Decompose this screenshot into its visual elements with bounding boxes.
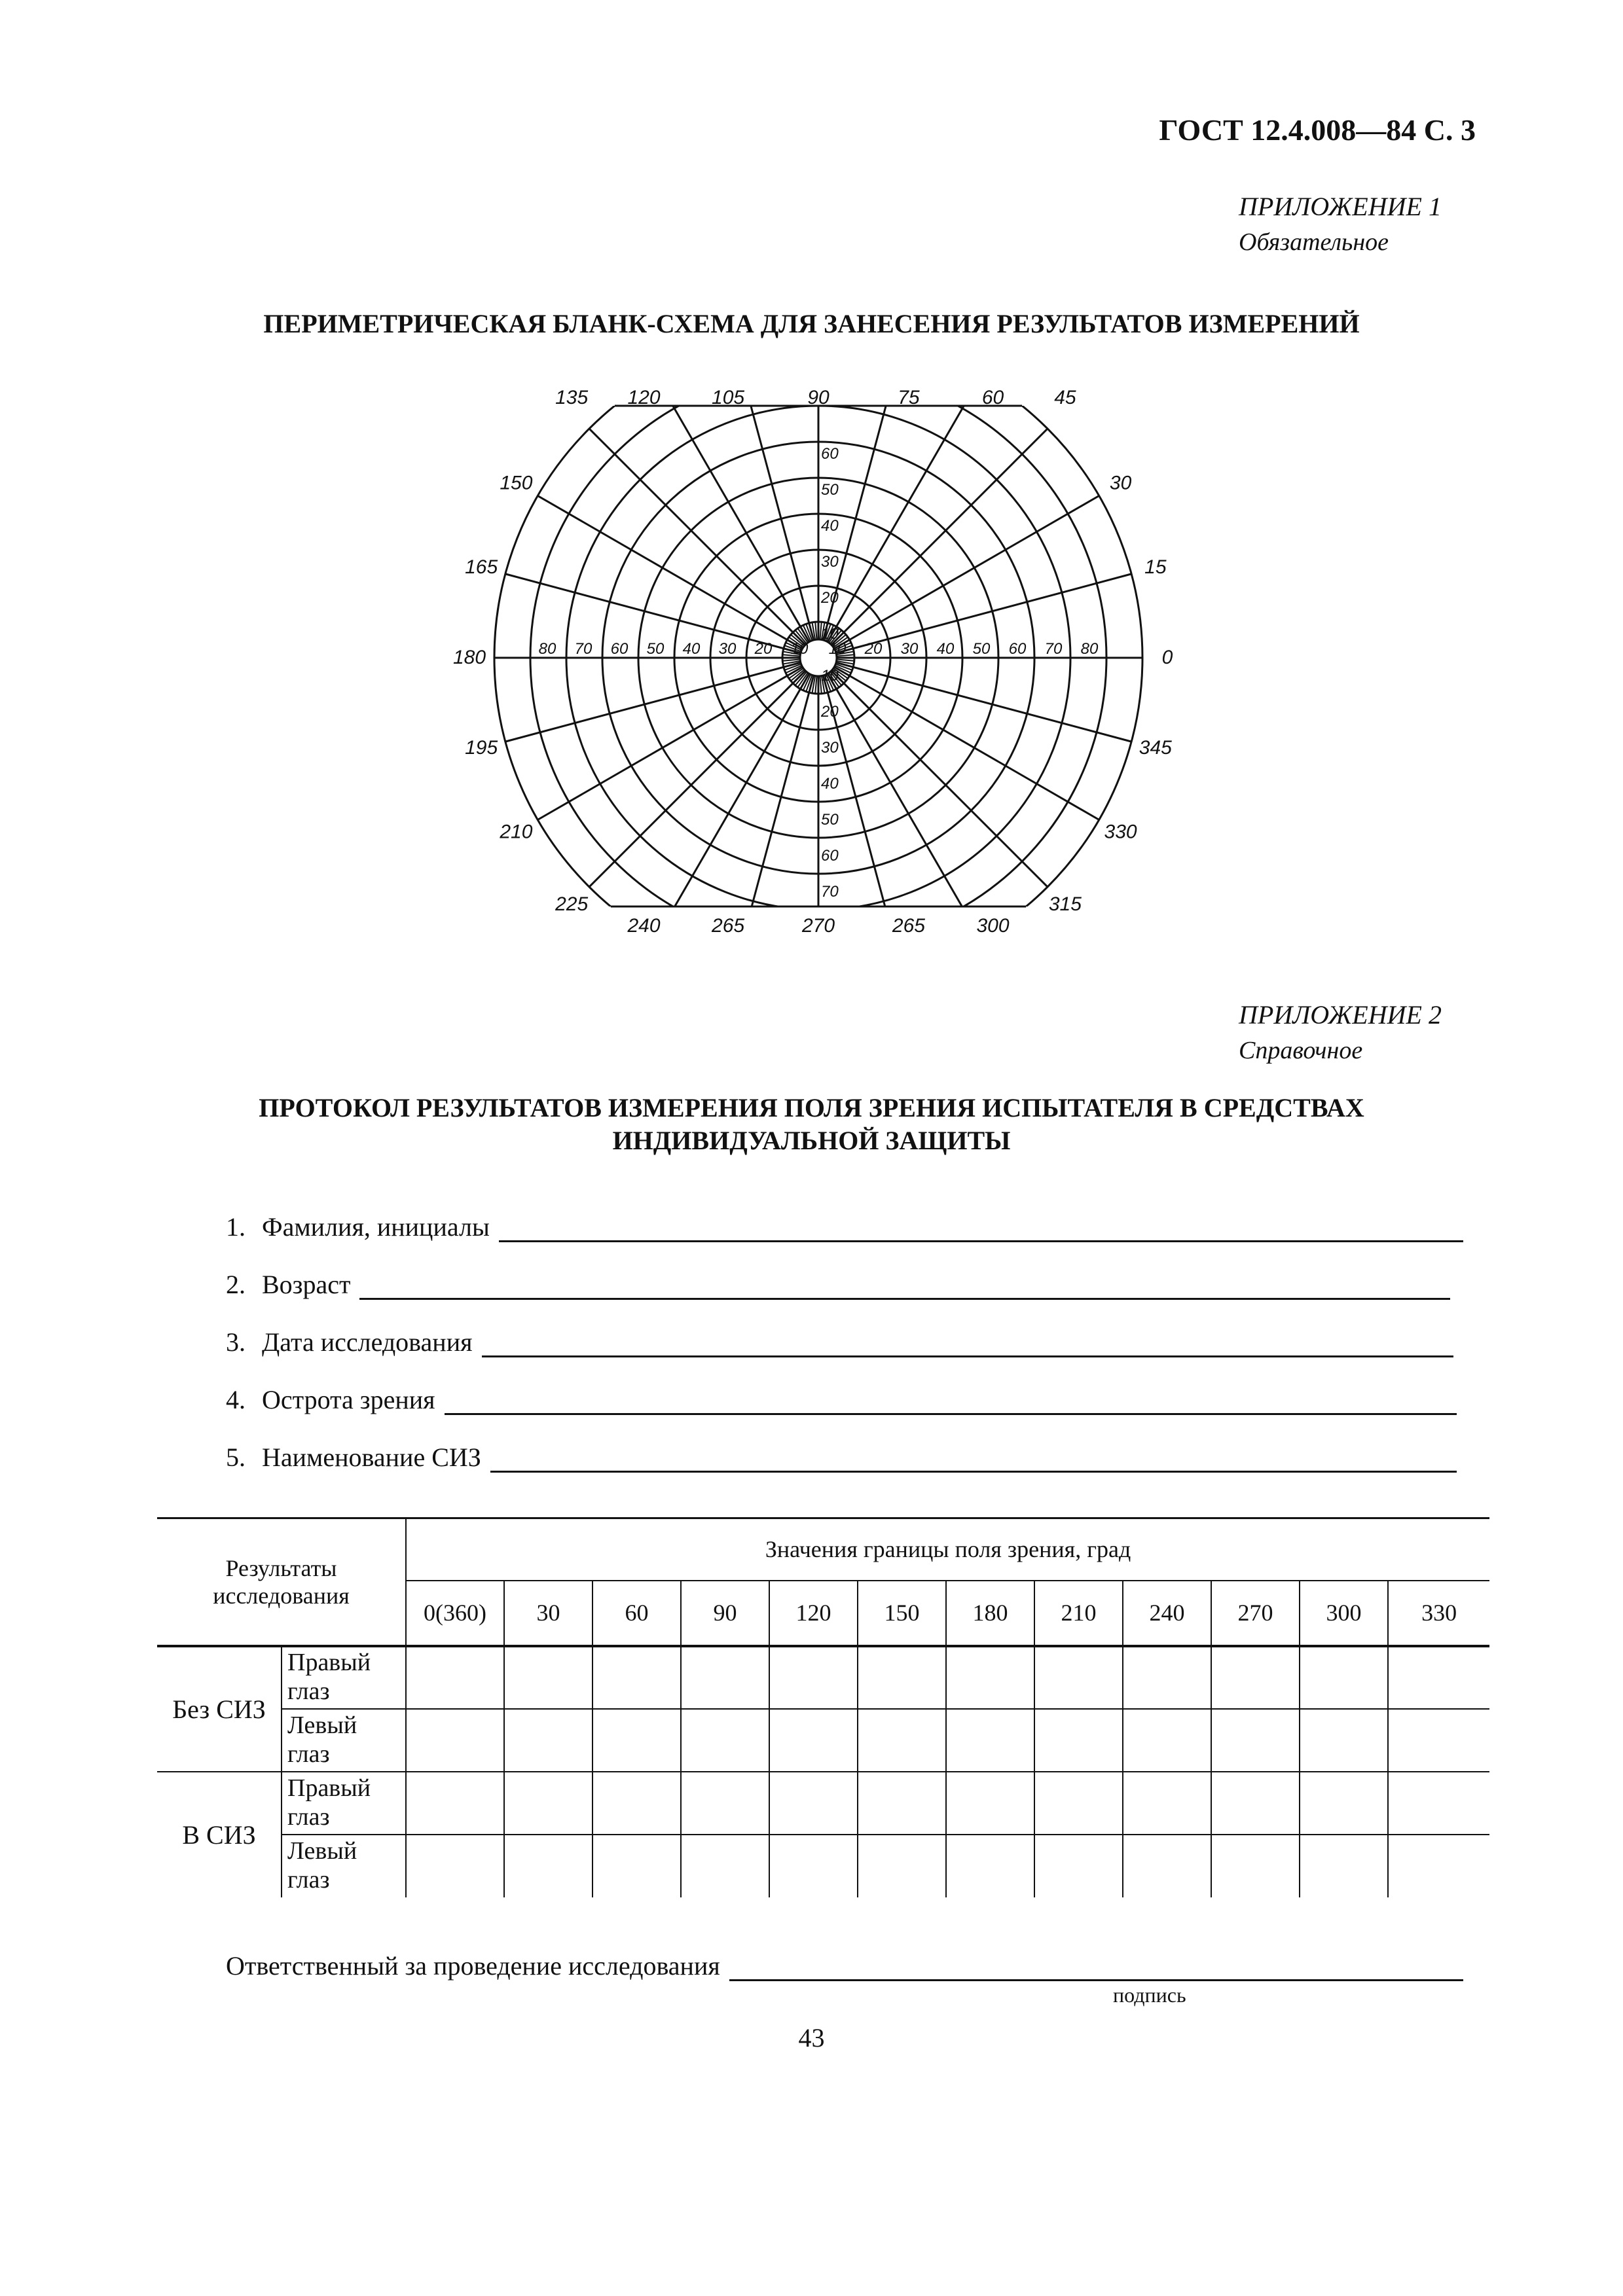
data-cell[interactable] [406, 1835, 504, 1897]
radial-line-150 [538, 496, 802, 649]
values-header: Значения границы поля зрения, град [406, 1518, 1489, 1581]
row-label: Правый глаз [282, 1646, 406, 1709]
data-cell[interactable] [593, 1709, 681, 1772]
data-cell[interactable] [1211, 1835, 1300, 1897]
scale-up-label: 60 [821, 445, 839, 463]
scale-left-label: 10 [790, 640, 809, 658]
data-cell[interactable] [1300, 1646, 1388, 1709]
field-label: Дата исследования [262, 1327, 473, 1357]
data-cell[interactable] [681, 1835, 769, 1897]
scale-down-label: 50 [821, 811, 839, 829]
appendix2-title: ПРИЛОЖЕНИЕ 2 [1239, 1000, 1442, 1030]
radial-line-120 [657, 377, 810, 641]
signature-caption: подпись [1113, 1983, 1186, 2007]
data-cell[interactable] [504, 1772, 593, 1835]
scale-right-label: 10 [828, 640, 847, 658]
radial-line-60 [828, 377, 981, 641]
scale-down-label: 10 [821, 667, 839, 685]
data-cell[interactable] [1034, 1772, 1123, 1835]
angle-label: 240 [627, 915, 661, 937]
minor-tick-355 [837, 659, 854, 660]
scale-right-label: 40 [936, 640, 955, 658]
data-cell[interactable] [406, 1709, 504, 1772]
field-fill-line[interactable] [445, 1408, 1457, 1415]
appendix1-title: ПРИЛОЖЕНИЕ 1 [1239, 192, 1442, 221]
scale-down-label: 70 [821, 883, 839, 901]
angle-label: 195 [465, 736, 498, 759]
data-cell[interactable] [946, 1772, 1034, 1835]
radial-line-330 [834, 667, 1099, 820]
row-label: Левый глаз [282, 1709, 406, 1772]
field-number: 4. [226, 1385, 246, 1414]
data-cell[interactable] [1211, 1709, 1300, 1772]
column-header: 210 [1034, 1581, 1123, 1646]
scale-right-label: 50 [972, 640, 991, 658]
scale-down-label: 60 [821, 847, 839, 865]
row-label: Правый глаз [282, 1772, 406, 1835]
field-fill-line[interactable] [359, 1293, 1450, 1300]
scale-left-label: 70 [574, 640, 593, 658]
angle-label: 75 [898, 387, 920, 408]
field-number: 1. [226, 1212, 246, 1242]
angle-label: 135 [555, 387, 589, 408]
data-cell[interactable] [1123, 1646, 1211, 1709]
field-number: 5. [226, 1443, 246, 1472]
column-header: 120 [769, 1581, 858, 1646]
radial-line-105 [735, 367, 814, 640]
field-label: Острота зрения [262, 1385, 435, 1414]
angle-label: 210 [500, 821, 533, 843]
scale-down-label: 20 [821, 703, 839, 721]
scale-up-label: 40 [821, 517, 839, 535]
data-cell[interactable] [406, 1772, 504, 1835]
data-cell[interactable] [593, 1646, 681, 1709]
data-cell[interactable] [504, 1709, 593, 1772]
angle-label: 165 [465, 556, 498, 579]
angle-label: 330 [1104, 821, 1137, 843]
scale-left-label: 80 [538, 640, 556, 658]
table-row [157, 1835, 1489, 1897]
column-header: 300 [1300, 1581, 1388, 1646]
results-table [157, 1517, 1489, 1897]
data-cell[interactable] [1211, 1646, 1300, 1709]
data-cell[interactable] [769, 1646, 858, 1709]
data-cell[interactable] [593, 1835, 681, 1897]
results-header: Результаты исследования [157, 1518, 406, 1646]
column-header: 150 [858, 1581, 946, 1646]
radial-line-210 [538, 667, 802, 820]
field-visual-acuity[interactable] [226, 1376, 1457, 1415]
appendix2-block [1239, 997, 1442, 1068]
angle-label: 265 [712, 915, 745, 937]
signature-label: Ответственный за проведение исследования [226, 1951, 720, 1981]
field-fill-line[interactable] [482, 1350, 1453, 1357]
field-label: Возраст [262, 1270, 351, 1299]
data-cell[interactable] [681, 1709, 769, 1772]
data-cell[interactable] [1300, 1835, 1388, 1897]
field-age[interactable] [226, 1261, 1450, 1300]
appendix2-kind: Справочное [1239, 1037, 1363, 1064]
column-header: 180 [946, 1581, 1034, 1646]
scale-left-label: 30 [718, 640, 737, 658]
data-cell[interactable] [593, 1772, 681, 1835]
scale-right-label: 70 [1044, 640, 1063, 658]
angle-label: 0 [1161, 647, 1173, 668]
protocol-title [0, 1092, 1623, 1157]
data-cell[interactable] [1034, 1709, 1123, 1772]
field-exam-date[interactable] [226, 1318, 1453, 1357]
angle-label: 345 [1139, 736, 1172, 759]
chart-title: ПЕРИМЕТРИЧЕСКАЯ БЛАНК-СХЕМА ДЛЯ ЗАНЕСЕНИЯ РЕЗУЛЬТАТОВ ИЗМЕРЕНИЙ [263, 309, 1360, 338]
column-header: 240 [1123, 1581, 1211, 1646]
data-cell[interactable] [1300, 1709, 1388, 1772]
group-label: В СИЗ [157, 1772, 282, 1897]
protocol-title-line2: ИНДИВИДУАЛЬНОЙ ЗАЩИТЫ [612, 1126, 1011, 1155]
angle-label: 225 [555, 893, 589, 915]
document-reference: ГОСТ 12.4.008—84 С. 3 [1159, 113, 1476, 147]
scale-right-label: 80 [1080, 640, 1099, 658]
perimetric-chart [432, 367, 1205, 942]
appendix1-block [1239, 188, 1442, 260]
angle-label: 150 [500, 472, 533, 494]
angle-label: 300 [976, 915, 1010, 937]
column-header: 30 [504, 1581, 593, 1646]
data-cell[interactable] [858, 1772, 946, 1835]
table-row [157, 1772, 1489, 1835]
data-cell[interactable] [1123, 1772, 1211, 1835]
scale-up-label: 20 [821, 589, 839, 607]
field-label: Наименование СИЗ [262, 1443, 481, 1472]
column-header: 270 [1211, 1581, 1300, 1646]
scale-up-label: 10 [821, 625, 839, 643]
data-cell[interactable] [769, 1772, 858, 1835]
page-number: 43 [798, 2023, 825, 2053]
scale-left-label: 60 [610, 640, 629, 658]
scale-up-label: 50 [821, 481, 839, 499]
field-surname[interactable] [226, 1203, 1463, 1242]
minor-tick-185 [782, 659, 800, 660]
radial-line-45 [831, 429, 1048, 645]
signature-fill-line[interactable] [729, 1974, 1463, 1981]
angle-label: 270 [801, 915, 835, 937]
angle-label: 180 [452, 647, 486, 668]
field-fill-line[interactable] [499, 1235, 1463, 1242]
column-header: 60 [593, 1581, 681, 1646]
data-cell[interactable] [1388, 1772, 1489, 1835]
field-number: 3. [226, 1327, 246, 1357]
scale-down-label: 40 [821, 775, 839, 793]
scale-left-label: 40 [682, 640, 701, 658]
radial-line-225 [589, 671, 805, 887]
data-cell[interactable] [946, 1835, 1034, 1897]
scale-right-label: 30 [900, 640, 919, 658]
scale-right-label: 60 [1008, 640, 1027, 658]
angle-label: 265 [892, 915, 925, 937]
data-cell[interactable] [1034, 1835, 1123, 1897]
data-cell[interactable] [946, 1646, 1034, 1709]
angle-label: 90 [807, 387, 830, 408]
scale-right-label: 20 [864, 640, 883, 658]
field-number: 2. [226, 1270, 246, 1299]
data-cell[interactable] [681, 1772, 769, 1835]
table-row [157, 1709, 1489, 1772]
radial-line-135 [589, 429, 805, 645]
column-header: 0(360) [406, 1581, 504, 1646]
scale-left-label: 20 [754, 640, 773, 658]
protocol-title-line1: ПРОТОКОЛ РЕЗУЛЬТАТОВ ИЗМЕРЕНИЯ ПОЛЯ ЗРЕНИЯ ИСПЫТАТЕЛЯ В СРЕДСТВАХ [259, 1093, 1364, 1122]
data-cell[interactable] [504, 1646, 593, 1709]
data-cell[interactable] [1123, 1709, 1211, 1772]
data-cell[interactable] [504, 1835, 593, 1897]
row-label: Левый глаз [282, 1835, 406, 1897]
data-cell[interactable] [769, 1709, 858, 1772]
group-label: Без СИЗ [157, 1646, 282, 1772]
scale-left-label: 50 [646, 640, 665, 658]
radial-line-30 [834, 496, 1099, 649]
data-cell[interactable] [1034, 1646, 1123, 1709]
column-header: 330 [1388, 1581, 1489, 1646]
radial-line-315 [831, 671, 1048, 887]
angle-label: 105 [712, 387, 745, 408]
data-cell[interactable] [1388, 1835, 1489, 1897]
data-cell[interactable] [1211, 1772, 1300, 1835]
minor-tick-265 [815, 676, 816, 694]
data-cell[interactable] [769, 1835, 858, 1897]
scale-down-label: 30 [821, 739, 839, 757]
angle-label: 60 [981, 387, 1004, 408]
angle-label: 30 [1109, 472, 1132, 494]
data-cell[interactable] [858, 1646, 946, 1709]
radial-line-240 [657, 673, 810, 938]
angle-label: 315 [1048, 893, 1082, 915]
data-cell[interactable] [1388, 1709, 1489, 1772]
appendix1-kind: Обязательное [1239, 228, 1389, 256]
field-ppe-name[interactable] [226, 1433, 1457, 1473]
signature-line[interactable] [226, 1950, 1463, 1981]
data-cell[interactable] [406, 1646, 504, 1709]
radial-line-300 [828, 673, 981, 938]
angle-label: 45 [1054, 387, 1076, 408]
field-fill-line[interactable] [490, 1465, 1457, 1473]
scale-up-label: 30 [821, 553, 839, 571]
data-cell[interactable] [1388, 1646, 1489, 1709]
angle-label: 120 [627, 387, 661, 408]
column-header: 90 [681, 1581, 769, 1646]
data-cell[interactable] [858, 1709, 946, 1772]
data-cell[interactable] [681, 1646, 769, 1709]
minor-tick-95 [815, 622, 816, 639]
field-label: Фамилия, инициалы [262, 1212, 490, 1242]
data-cell[interactable] [858, 1835, 946, 1897]
data-cell[interactable] [1300, 1772, 1388, 1835]
table-row [157, 1646, 1489, 1709]
data-cell[interactable] [946, 1709, 1034, 1772]
data-cell[interactable] [1123, 1835, 1211, 1897]
angle-label: 15 [1144, 556, 1167, 579]
